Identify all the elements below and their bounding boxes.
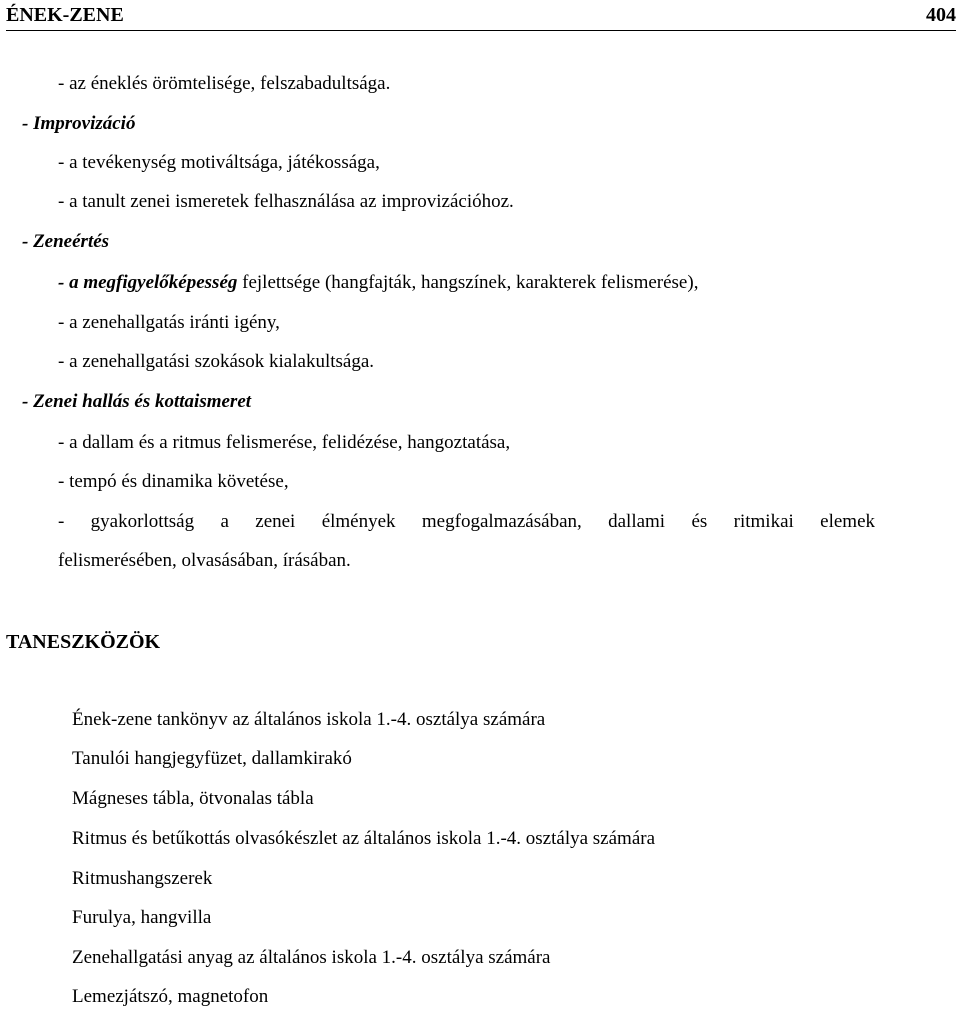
text-line: - a zenehallgatás iránti igény, xyxy=(58,312,280,333)
text-line: - a zenehallgatási szokások kialakultsága. xyxy=(58,351,375,372)
tool-item: Ritmushangszerek xyxy=(72,868,213,889)
text-line: - a dallam és a ritmus felismerése, felidézése, hangoztatása, xyxy=(58,432,511,453)
text-line: - tempó és dinamika követése, xyxy=(58,471,289,492)
tool-item: Lemezjátszó, magnetofon xyxy=(72,986,269,1007)
tool-item: Tanulói hangjegyfüzet, dallamkirakó xyxy=(72,748,352,769)
text-line: felismerésében, olvasásában, írásában. xyxy=(58,550,351,571)
text-line: - a tevékenység motiváltsága, játékossága, xyxy=(58,152,380,173)
text-line: - a tanult zenei ismeretek felhasználása az improvizációhoz. xyxy=(58,191,514,212)
text-span: fejlettsége (hangfajták, hangszínek, karakterek felismerése), xyxy=(237,272,699,293)
tools-heading: TANESZKÖZÖK xyxy=(6,631,161,653)
tool-item: Furulya, hangvilla xyxy=(72,907,212,928)
text-line-justified: - gyakorlottság a zenei élmények megfogalmazásában, dallami és ritmikai elemek xyxy=(58,511,875,532)
text-line: - az éneklés örömtelisége, felszabadultsága. xyxy=(58,73,391,94)
tool-item: Mágneses tábla, ötvonalas tábla xyxy=(72,788,314,809)
tool-item: Ritmus és betűkottás olvasókészlet az általános iskola 1.-4. osztálya számára xyxy=(72,828,656,849)
section-heading-hearing: - Zenei hallás és kottaismeret xyxy=(22,391,252,412)
section-heading-improvisation: - Improvizáció xyxy=(22,113,136,134)
emphasis-text: - a megfigyelőképesség xyxy=(58,272,238,293)
section-heading-music-understanding: - Zeneértés xyxy=(22,231,110,252)
tool-item: Ének-zene tankönyv az általános iskola 1.-4. osztálya számára xyxy=(72,709,546,730)
tool-item: Zenehallgatási anyag az általános iskola 1.-4. osztálya számára xyxy=(72,947,551,968)
page-number: 404 xyxy=(926,4,956,26)
page-header xyxy=(6,0,956,31)
header-title: ÉNEK-ZENE xyxy=(6,4,124,26)
text-line xyxy=(58,271,698,295)
